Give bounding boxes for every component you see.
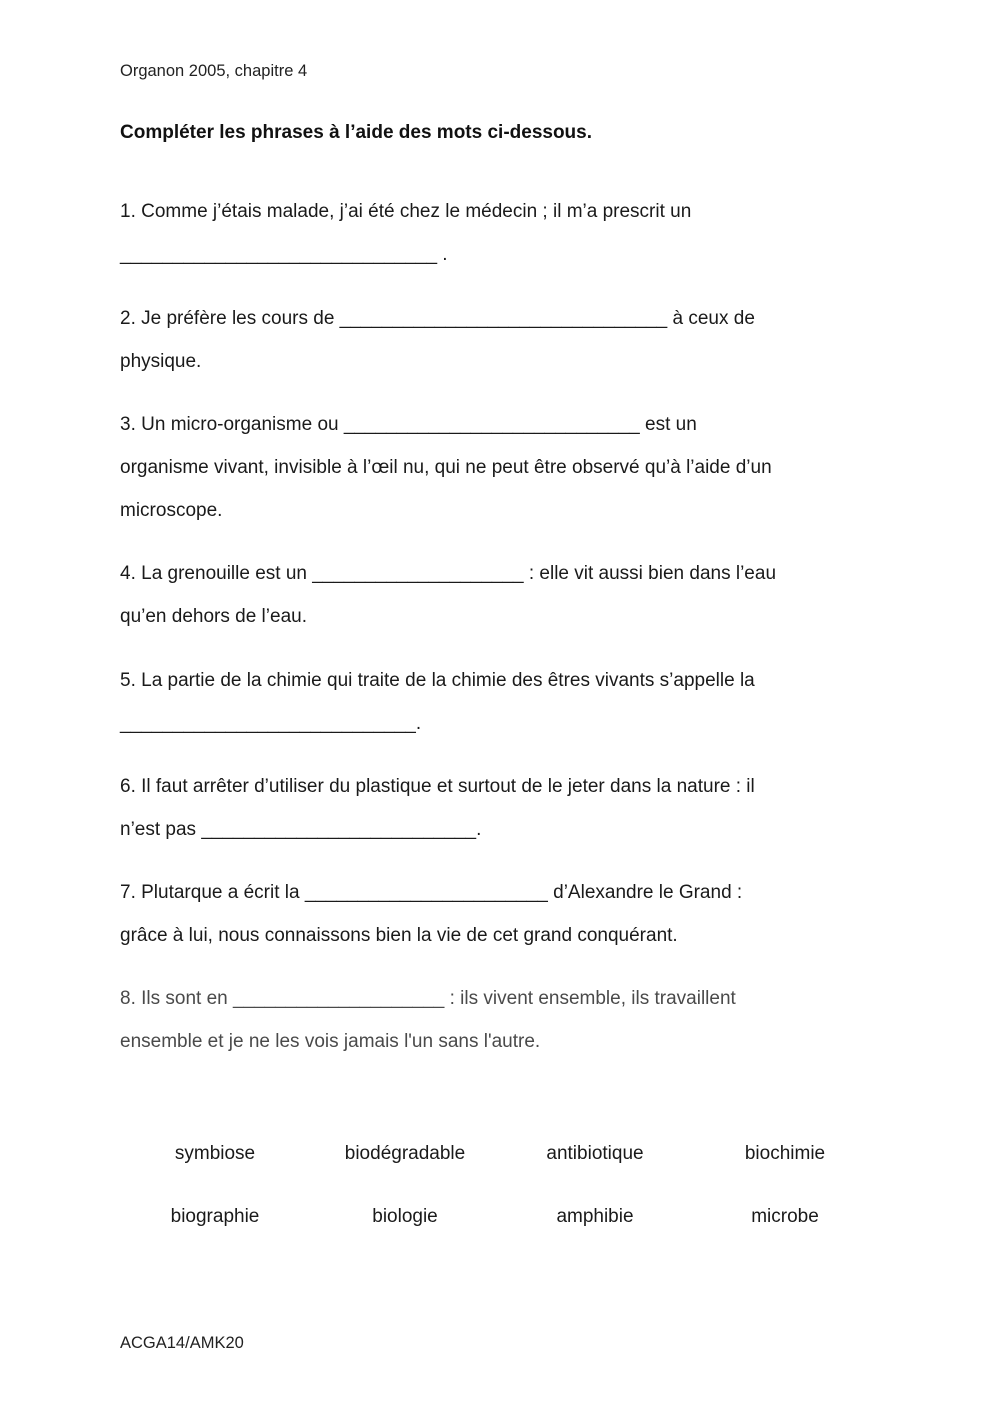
- question-1: [120, 190, 880, 276]
- question-4-line-2: qu’en dehors de l’eau.: [120, 606, 307, 627]
- question-4-line-1: 4. La grenouille est un ____________________ : elle vit aussi bien dans l’eau: [120, 563, 777, 584]
- question-6-line-1: 6. Il faut arrêter d’utiliser du plastique et surtout de le jeter dans la nature : il: [120, 776, 755, 797]
- question-3: [120, 403, 880, 532]
- word-bank-item: biographie: [170, 1206, 260, 1227]
- question-1-line-1: 1. Comme j’étais malade, j’ai été chez le médecin ; il m’a prescrit un: [120, 201, 692, 222]
- question-2-line-1: 2. Je préfère les cours de _______________________________ à ceux de: [120, 308, 755, 329]
- question-6: [120, 765, 880, 851]
- question-3-line-2: organisme vivant, invisible à l’œil nu, qui ne peut être observé qu’à l’aide d’un: [120, 457, 772, 478]
- word-bank-item: biodégradable: [344, 1143, 466, 1164]
- question-8-line-2: ensemble et je ne les vois jamais l'un sans l'autre.: [120, 1031, 541, 1052]
- word-bank-item: amphibie: [556, 1206, 634, 1227]
- question-3-line-3: microscope.: [120, 500, 223, 521]
- instruction-heading: Compléter les phrases à l’aide des mots ci-dessous.: [120, 122, 593, 143]
- question-6-line-2: n’est pas __________________________.: [120, 819, 482, 840]
- word-bank-item: microbe: [751, 1206, 819, 1227]
- word-bank-item: biochimie: [744, 1143, 826, 1164]
- question-8: [120, 977, 880, 1063]
- question-3-line-1: 3. Un micro-organisme ou ____________________________ est un: [120, 414, 697, 435]
- page-footer: ACGA14/AMK20: [120, 1334, 244, 1352]
- question-7: [120, 871, 880, 957]
- question-5-line-2: ____________________________.: [120, 713, 422, 734]
- page-header: Organon 2005, chapitre 4: [120, 62, 308, 80]
- question-4: [120, 552, 880, 638]
- question-8-line-1: 8. Ils sont en ____________________ : ils vivent ensemble, ils travaillent: [120, 988, 736, 1009]
- question-5-line-1: 5. La partie de la chimie qui traite de la chimie des êtres vivants s’appelle la: [120, 670, 755, 691]
- word-bank-item: symbiose: [174, 1143, 256, 1164]
- question-1-line-2: ______________________________ .: [120, 244, 448, 265]
- question-7-line-2: grâce à lui, nous connaissons bien la vie de cet grand conquérant.: [120, 925, 678, 946]
- question-2: [120, 297, 880, 383]
- question-7-line-1: 7. Plutarque a écrit la _______________________ d’Alexandre le Grand :: [120, 882, 743, 903]
- word-bank-item: antibiotique: [546, 1143, 644, 1164]
- question-2-line-2: physique.: [120, 351, 202, 372]
- word-bank-item: biologie: [372, 1206, 438, 1227]
- question-5: [120, 659, 880, 745]
